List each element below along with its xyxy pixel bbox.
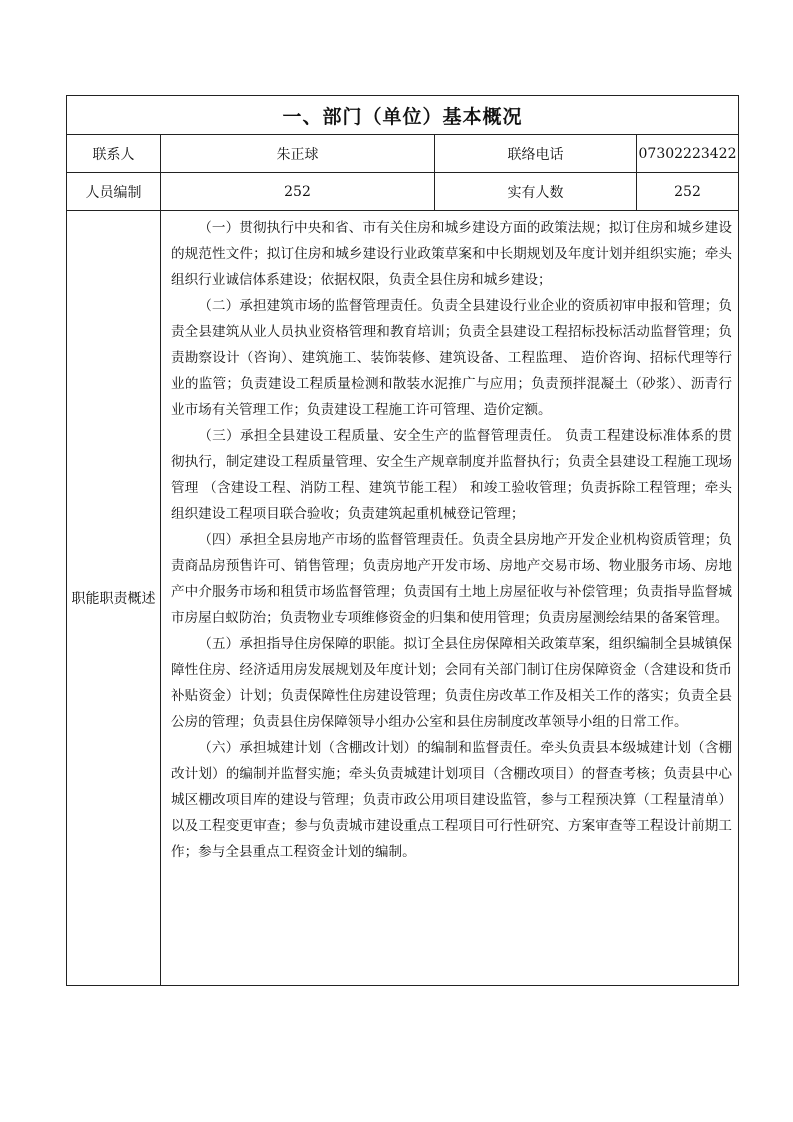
contact-value: 朱正球	[161, 135, 435, 173]
basic-info-form	[66, 95, 738, 986]
section-title: 一、部门（单位）基本概况	[67, 96, 739, 135]
staff-label: 人员编制	[67, 173, 161, 211]
info-table	[66, 95, 739, 986]
duties-row	[67, 211, 739, 986]
staff-row	[67, 173, 739, 211]
contact-label: 联系人	[67, 135, 161, 173]
actual-staff-label: 实有人数	[435, 173, 637, 211]
duty-paragraph-1: （一）贯彻执行中央和省、市有关住房和城乡建设方面的政策法规；拟订住房和城乡建设的规范性文件；拟订住房和城乡建设行业政策草案和中长期规划及年度计划并组织实施；牵头组织行业诚信体系建设；依据权限，负责全县住房和城乡建设；	[171, 220, 733, 288]
actual-staff-value: 252	[637, 173, 739, 211]
title-row	[67, 96, 739, 135]
duties-content	[161, 211, 739, 986]
duty-paragraph-6: （六）承担城建计划（含棚改计划）的编制和监督责任。牵头负责县本级城建计划（含棚改计划）的编制并监督实施；牵头负责城建计划项目（含棚改项目）的督查考核；负责县中心城区棚改项目库的建设与管理；负责市政公用项目建设监管，参与工程预决算（工程量清单）以及工程变更审查；参与负责城市建设重点工程项目可行性研究、方案审查等工程设计前期工作；参与全县重点工程资金计划的编制。	[171, 740, 733, 860]
contact-row	[67, 135, 739, 173]
duty-paragraph-2: （二）承担建筑市场的监督管理责任。负责全县建设行业企业的资质初审申报和管理；负责全县建筑从业人员执业资格管理和教育培训；负责全县建设工程招标投标活动监督管理；负责勘察设计（咨询）、建筑施工、装饰装修、建筑设备、工程监理、 造价咨询、招标代理等行业的监管；负责建设工程质量检测和散装水泥推广与应用；负责预拌混凝土（砂浆）、沥青行业市场有关管理工作；负责建设工程施工许可管理、造价定额。	[171, 298, 733, 418]
duty-paragraph-3: （三）承担全县建设工程质量、安全生产的监督管理责任。 负责工程建设标准体系的贯彻执行，制定建设工程质量管理、安全生产规章制度并监督执行；负责全县建设工程施工现场管理 （含建设工程、消防工程、建筑节能工程） 和竣工验收管理；负责拆除工程管理；牵头组织建设工程项目联合验收；负责建筑起重机械登记管理；	[171, 428, 733, 522]
staff-value: 252	[161, 173, 435, 211]
duty-paragraph-4: （四）承担全县房地产市场的监督管理责任。负责全县房地产开发企业机构资质管理；负责商品房预售许可、销售管理；负责房地产开发市场、房地产交易市场、物业服务市场、房地产中介服务市场和租赁市场监督管理；负责国有土地上房屋征收与补偿管理；负责指导监督城市房屋白蚁防治；负责物业专项维修资金的归集和使用管理；负责房屋测绘结果的备案管理。	[171, 532, 733, 626]
phone-value: 07302223422	[637, 135, 739, 173]
phone-label: 联络电话	[435, 135, 637, 173]
duty-paragraph-5: （五）承担指导住房保障的职能。拟订全县住房保障相关政策草案，组织编制全县城镇保障性住房、经济适用房发展规划及年度计划；会同有关部门制订住房保障资金（含建设和货币补贴资金）计划；负责保障性住房建设管理；负责住房改革工作及相关工作的落实；负责全县公房的管理；负责县住房保障领导小组办公室和县住房制度改革领导小组的日常工作。	[171, 636, 733, 730]
duties-label: 职能职责概述	[67, 211, 161, 986]
